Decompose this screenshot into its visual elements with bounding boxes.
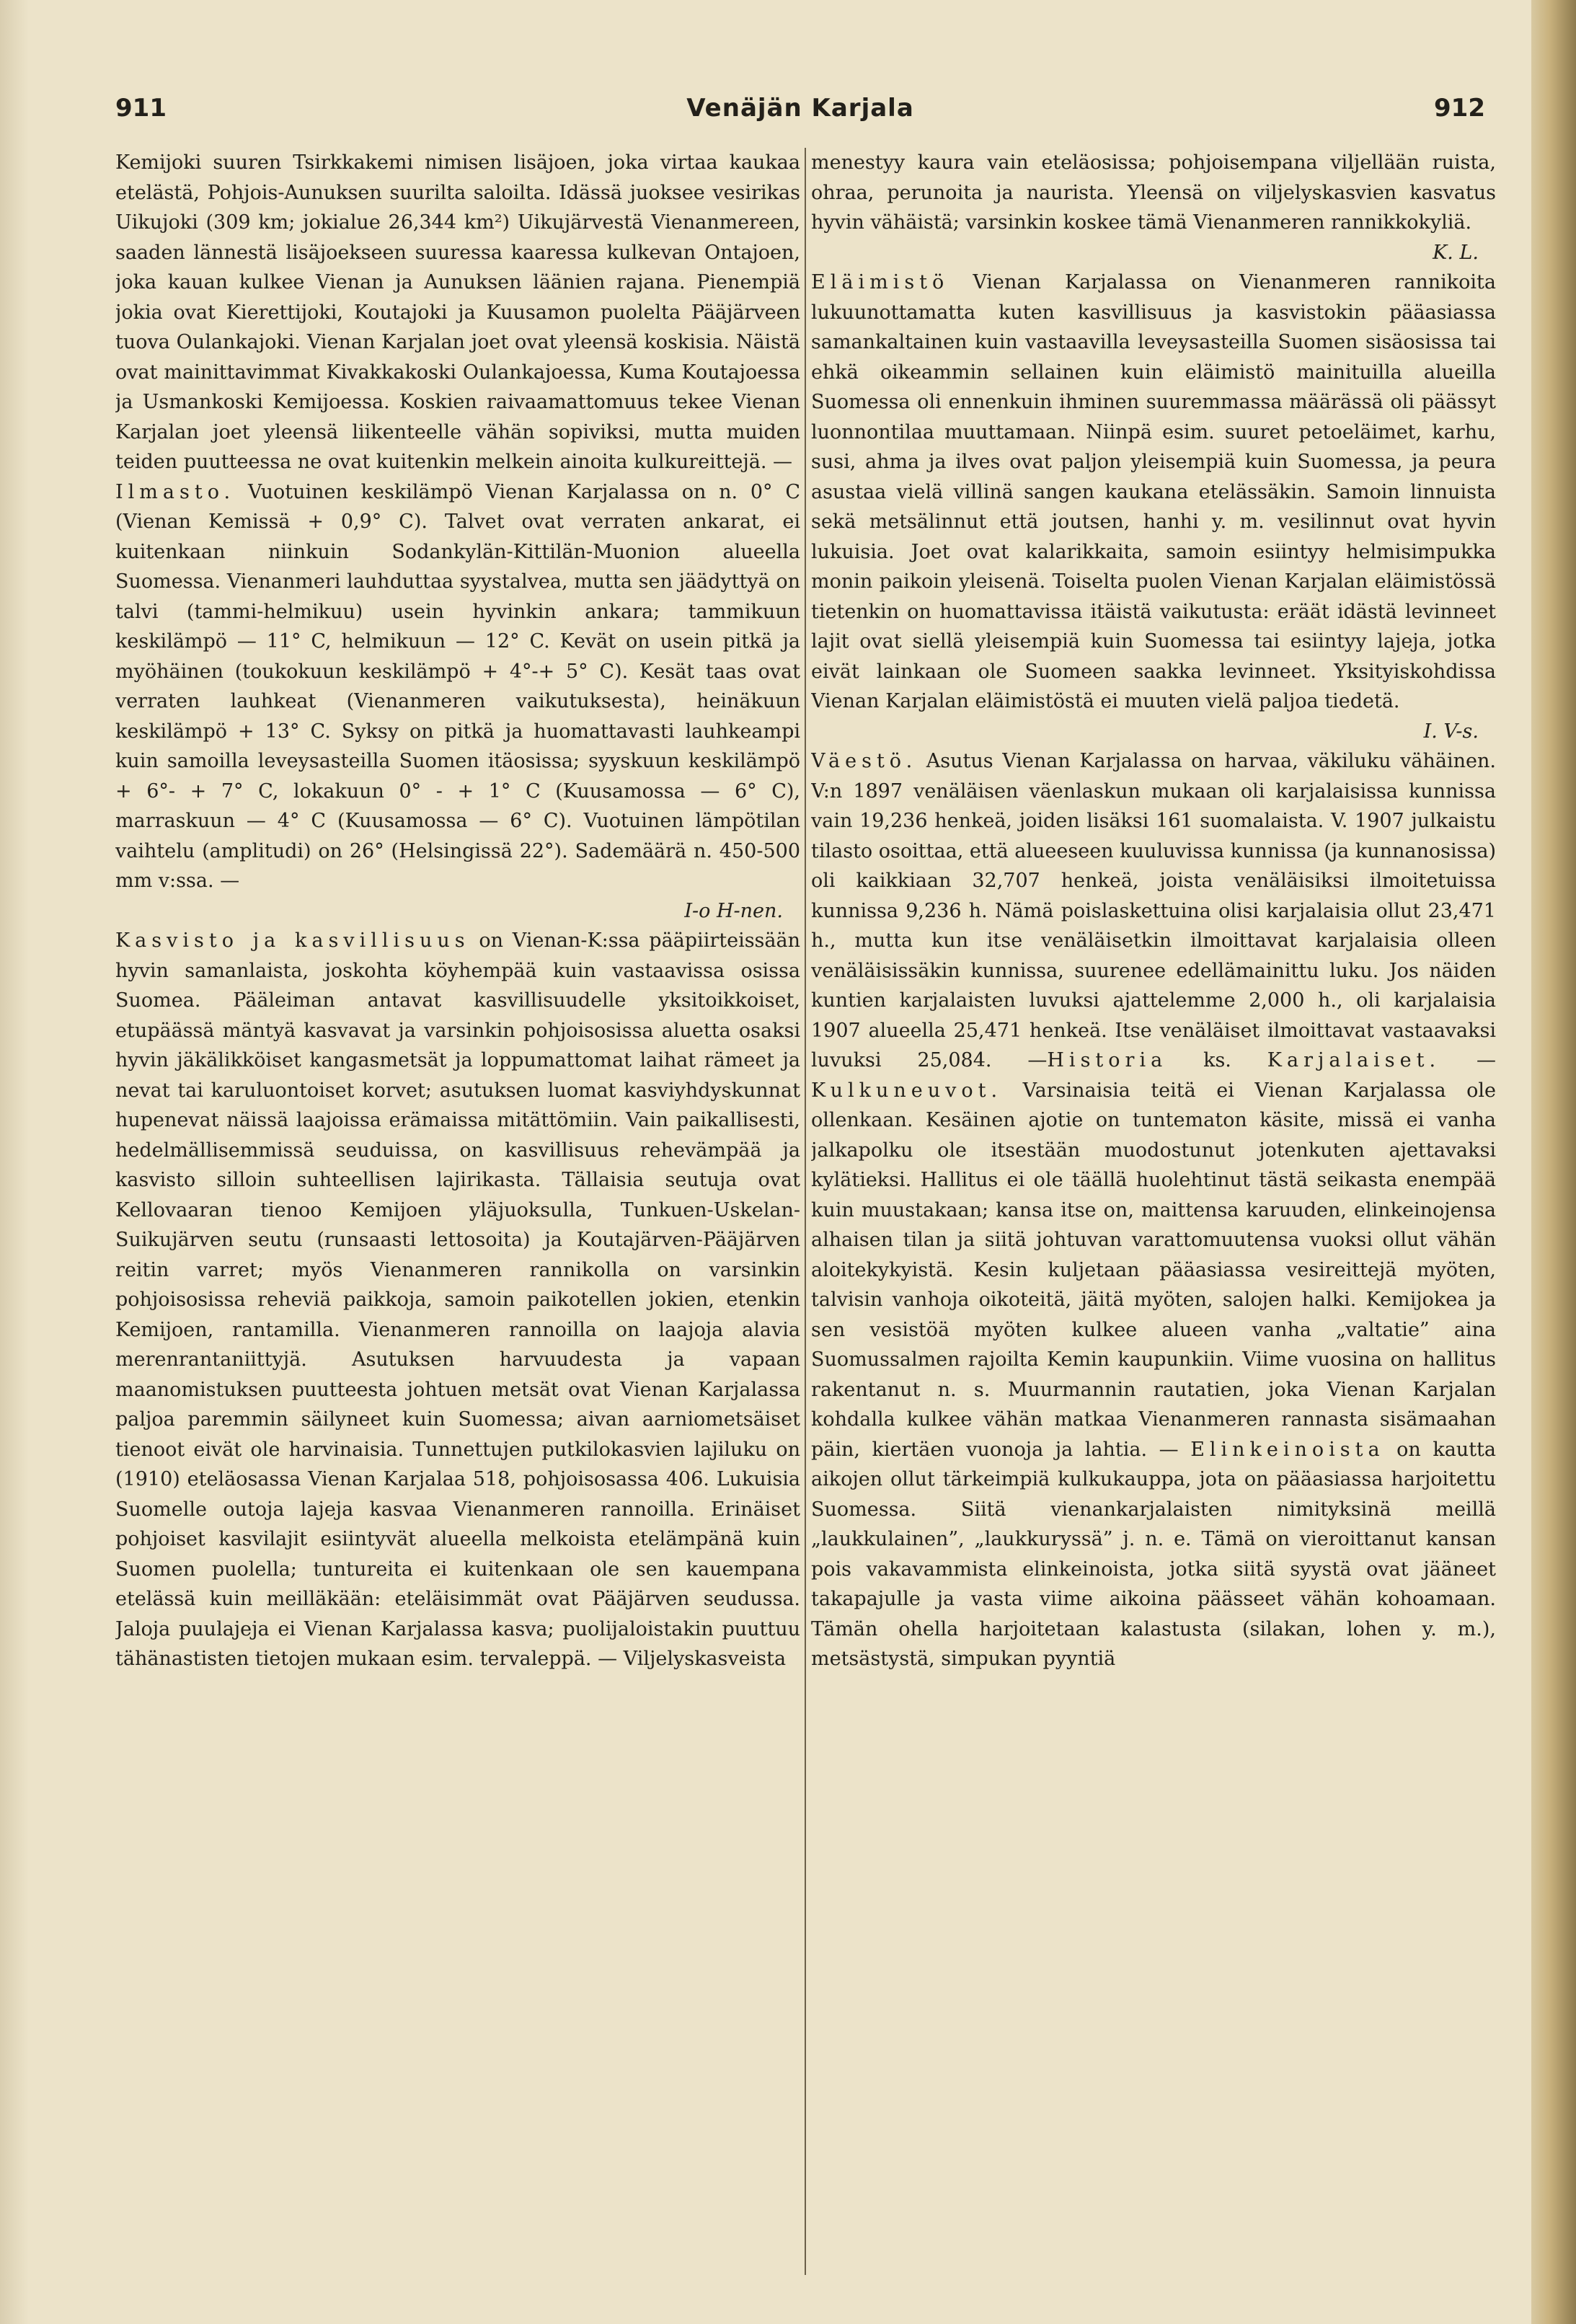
- crossref-history-pre: ks.: [1167, 1049, 1267, 1072]
- crossref-karjalaiset: Karjalaiset.: [1267, 1049, 1441, 1072]
- climate-text: Vuotuinen keskilämpö Vienan Karjalassa on n. 0° C (Vienan Kemissä + 0,9° C). Talvet ovat verraten ankarat, ei kuitenkaan niinkuin Sodankylän-Kittilän-Muonion alueella Suomessa. Vienanmeri lauhduttaa syystalvea, mutta sen jäädyttyä on talvi (tammi-helmikuu) usein hyvinkin ankara; tammikuun keskilämpö — 11° C, helmikuun — 12° C. Kevät on usein pitkä ja myöhäinen (toukokuun keskilämpö + 4°-+ 5° C). Kesät taas ovat verraten lauhkeat (Vienanmeren vaikutuksesta), heinäkuun keskilämpö + 13° C. Syksy on pitkä ja huomattavasti lauhkeampi kuin samoilla leveysasteilla Suomen itäosissa; syyskuun keskilämpö + 6°- + 7° C, lokakuun 0° - + 1° C (Kuusamossa — 6° C), marraskuun — 4° C (Kuusamossa — 6° C). Vuotuinen lämpötilan vaihtelu (amplitudi) on 26° (Helsingissä 22°). Sademäärä n. 450-500 mm v:ssa. —: [115, 480, 800, 892]
- crossref-history: Historia: [1047, 1049, 1168, 1072]
- transport-text: Varsinaisia teitä ei Vienan Karjalassa ole ollenkaan. Kesäinen ajotie on tuntematon käsite, missä ei vanha jalkapolku ole itsestään muodostunut jotenkuten ajettavaksi kylätieksi. Hallitus ei ole täällä huolehtinut tästä seikasta enempää kuin muustakaan; kansa itse on, maittensa karuuden, elinkeinojensa alhaisen tilan ja siitä johtuvan varattomuutensa vuoksi ollut vähän aloitekykyistä. Kesin kuljetaan pääasiassa vesireittejä myöten, talvisin vanhoja oikoteitä, jäitä myöten, salojen halki. Kemijokea ja sen vesistöä myöten kulkee alueen vanha „valtatie” aina Suomussalmen rajoilta Kemin kaupunkiin. Viime vuosina on hallitus rakentanut n. s. Muurmannin rautatien, joka Vienan Karjalan kohdalla kulkee vähän matkaa Vienanmeren rannasta sisämaahan päin, kiertäen vuonoja ja lahtia. —: [811, 1079, 1496, 1461]
- page-edge: [1531, 0, 1576, 2324]
- paragraph-climate: [115, 477, 800, 896]
- crossref-dash: —: [1440, 1049, 1496, 1072]
- paragraph-crops: menestyy kaura vain eteläosissa; pohjoisempana viljellään ruista, ohraa, perunoita ja naurista. Yleensä on viljelyskasvien kasvatus hyvin vähäistä; varsinkin koskee tämä Vienanmeren rannikkokyliä.: [811, 151, 1496, 234]
- section-heading-climate: Ilmasto.: [115, 480, 236, 503]
- page-number-right: 912: [1434, 94, 1485, 123]
- left-column: [115, 148, 800, 2282]
- section-heading-fauna: Eläimistö: [811, 271, 949, 293]
- page-number-left: 911: [115, 94, 167, 123]
- column-divider: [805, 148, 806, 2275]
- section-heading-flora: Kasvisto ja kasvillisuus: [115, 929, 470, 952]
- population-text: Asutus Vienan Karjalassa on harvaa, väkiluku vähäinen. V:n 1897 venäläisen väenlaskun mukaan oli karjalaisissa kunnissa vain 19,236 henkeä, joiden lisäksi 161 suomalaista. V. 1907 julkaistu tilasto osoittaa, että alueeseen kuuluvissa kunnissa (ja kunnanosissa) oli kaikkiaan 32,707 henkeä, joista venäläisiksi ilmoitetuissa kunnissa 9,236 h. Nämä poislaskettuina olisi karjalaisia ollut 23,471 h., mutta kun itse venäläisetkin ilmoittavat karjalaisia olleen venäläisissäkin kunnissa, suurenee edellämainittu luku. Jos näiden kuntien karjalaisten luvuksi ajattelemme 2,000 h., oli karjalaisia 1907 alueella 25,471 henkeä. Itse venäläiset ilmoittavat vastaavaksi luvuksi 25,084. —: [811, 750, 1496, 1072]
- paragraph-flora: [115, 926, 800, 1674]
- page-gutter-shadow: [0, 0, 29, 2324]
- section-heading-livelihoods: Elinkeinoista: [1190, 1438, 1385, 1461]
- signature-crops-text: K. L.: [1433, 241, 1479, 264]
- signature-climate-text: I-o H-nen.: [684, 899, 783, 922]
- paragraph-population: [811, 746, 1496, 1674]
- running-title: Venäjän Karjala: [686, 94, 914, 123]
- right-column: [811, 148, 1496, 2282]
- signature-crops: [811, 238, 1496, 268]
- signature-climate: [115, 896, 800, 927]
- section-heading-transport: Kulkuneuvot.: [811, 1079, 1003, 1102]
- flora-text: on Vienan-K:ssa pääpiirteissään hyvin samanlaista, joskohta köyhempää kuin vastaavissa osissa Suomea. Pääleiman antavat kasvillisuudelle yksitoikkoiset, etupäässä mäntyä kasvavat ja varsinkin pohjoisosissa aluetta osaksi hyvin jäkälikköiset kangasmetsät ja loppumattomat laihat rämeet ja nevat tai karuluontoiset korvet; asutuksen luomat kasviyhdyskunnat hupenevat näissä laajoissa erämaissa mitättömiin. Vain paikallisesti, hedelmällisemmissä seuduissa, on kasvillisuus rehevämpää ja kasvisto silloin suhteellisen lajirikasta. Tällaisia seutuja ovat Kellovaaran tienoo Kemijoen yläjuoksulla, Tunkuen-Uskelan-Suikujärven seutu (runsaasti lettosoita) ja Koutajärven-Pääjärven reitin varret; myös Vienanmeren rannikolla on varsinkin pohjoisosissa reheviä paikkoja, samoin paikotellen jokien, etenkin Kemijoen, rantamilla. Vienanmeren rannoilla on laajoja alavia merenrantaniittyjä. Asutuksen harvuudesta ja vapaan maanomistuksen puutteesta johtuen metsät ovat Vienan Karjalassa paljoa paremmin säilyneet kuin Suomessa; aivan aarniometsäiset tienoot eivät ole harvinaisia. Tunnettujen putkilokasvien lajiluku on (1910) eteläosassa Vienan Karjalaa 518, pohjoisosassa 406. Lukuisia Suomelle outoja lajeja kasvaa Vienanmeren rannoilla. Erinäiset pohjoiset kasvilajit esiintyvät alueella melkoista etelämpänä kuin Suomen puolella; tuntureita ei kuitenkaan ole sen kauempana etelässä kuin meilläkään: eteläisimmät ovat Pääjärven seudussa. Jaloja puulajeja ei Vienan Karjalassa kasva; puolijaloistakin puuttuu tähänastisten tietojen mukaan esim. tervaleppä. — Viljelyskasveista: [115, 929, 800, 1670]
- paragraph-fauna: [811, 268, 1496, 717]
- livelihoods-text: on kautta aikojen ollut tärkeimpiä kulkukauppa, jota on pääasiassa harjoitettu Suomessa. Siitä vienankarjalaisten nimityksinä meillä „laukkulainen”, „laukkuryssä” j. n. e. Tämä on vieroittanut kansan pois vakavammista elinkeinoista, jotka siitä syystä ovat jääneet takapajulle ja vasta viime aikoina päässeet vähän kohoamaan. Tämän ohella harjoitetaan kalastusta (silakan, lohen y. m.), metsästystä, simpukan pyyntiä: [811, 1438, 1496, 1670]
- paragraph-rivers: Kemijoki suuren Tsirkkakemi nimisen lisäjoen, joka virtaa kaukaa etelästä, Pohjois-Aunuksen suurilta saloilta. Idässä juoksee vesirikas Uikujoki (309 km; jokialue 26,344 km²) Uikujärvestä Vienanmereen, saaden lännestä lisäjoekseen suuressa kaaressa kulkevan Ontajoen, joka kauan kulkee Vienan ja Aunuksen läänien rajana. Pienempiä jokia ovat Kierettijoki, Koutajoki ja Kuusamon puolelta Pääjärveen tuova Oulankajoki. Vienan Karjalan joet ovat yleensä koskisia. Näistä ovat mainittavimmat Kivakkakoski Oulankajoessa, Kuma Koutajoessa ja Usmankoski Kemijoessa. Koskien raivaamattomuus tekee Vienan Karjalan joet yleensä liikenteelle vähän sopiviksi, mutta muiden teiden puutteessa ne ovat kuitenkin melkein ainoita kulkureittejä. —: [115, 151, 800, 473]
- section-heading-population: Väestö.: [811, 750, 918, 772]
- fauna-text: Vienan Karjalassa on Vienanmeren rannikoita lukuunottamatta kuten kasvillisuus ja kasvistokin pääasiassa samankaltainen kuin vastaavilla leveysasteilla Suomen sisäosissa tai ehkä oikeammin sellainen kuin eläimistö mainituilla alueilla Suomessa oli ennenkuin ihminen suuremmassa määrässä oli päässyt luonnontilaa muuttamaan. Niinpä esim. suuret petoeläimet, karhu, susi, ahma ja ilves ovat paljon yleisempiä kuin Suomessa, ja peura asustaa vielä villinä sangen kaukana etelässäkin. Samoin linnuista sekä metsälinnut että joutsen, hanhi y. m. vesilinnut ovat hyvin lukuisia. Joet ovat kalarikkaita, samoin esiintyy helmisimpukka monin paikoin yleisenä. Toiselta puolen Vienan Karjalan eläimistössä tietenkin on huomattavissa itäistä vaikutusta: eräät idästä levinneet lajit ovat siellä yleisempiä kuin Suomessa tai esiintyy lajeja, jotka eivät lainkaan ole Suomeen saakka levinneet. Yksityiskohdissa Vienan Karjalan eläimistöstä ei muuten vielä paljoa tiedetä.: [811, 271, 1496, 712]
- signature-fauna-text: I. V-s.: [1423, 720, 1479, 743]
- signature-fauna: [811, 717, 1496, 747]
- page-header: [115, 94, 1485, 137]
